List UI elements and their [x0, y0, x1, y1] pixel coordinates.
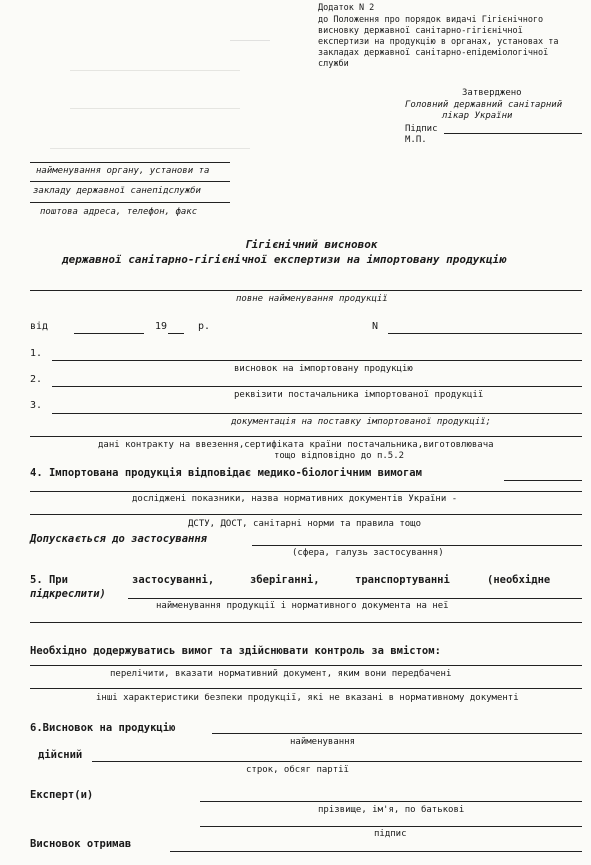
item-5-caption: найменування продукції і нормативного документа на неї: [156, 601, 449, 611]
date-from-label: від: [30, 321, 49, 332]
approver-title-2: лікар України: [442, 111, 513, 121]
product-name-caption: повне найменування продукції: [236, 294, 388, 304]
item-3-caption: документація на поставку імпортованої продукції;: [231, 417, 492, 427]
item-5-line-2: [30, 622, 582, 623]
item-3-caption-3: тощо відповідно до п.5.2: [274, 451, 405, 461]
item-6-line: [212, 733, 582, 734]
product-name-line: [30, 290, 582, 291]
item-5-option-use: застосуванні,: [132, 574, 215, 586]
year-line: [168, 333, 184, 334]
number-line: [388, 333, 582, 334]
year-suffix: р.: [198, 321, 211, 332]
item-6-caption: найменування: [290, 737, 356, 747]
appendix-number: Додаток N 2: [318, 3, 375, 13]
signature-line: [444, 133, 582, 134]
requirements-line: [30, 665, 582, 666]
appendix-line-6: служби: [318, 59, 349, 69]
date-line: [74, 333, 144, 334]
approver-title-1: Головний державний санітарний: [405, 100, 563, 110]
admitted-line: [252, 545, 582, 546]
expert-label: Експерт(и): [30, 789, 94, 801]
requirements-caption-1: перелічити, вказати нормативний документ, яким вони передбачені: [110, 669, 452, 679]
item-3-number: 3.: [30, 400, 43, 411]
item-5-option-transport: транспортуванні: [355, 574, 450, 586]
item-5-option-storage: зберіганні,: [250, 574, 320, 586]
issuer-name-label-2: закладу державної санепідслужби: [33, 186, 201, 196]
item-4-heading: 4. Імпортована продукція відповідає медико-біологічним вимогам: [30, 467, 422, 479]
signature-label: Підпис: [405, 124, 438, 134]
expert-line: [200, 801, 582, 802]
document-title: Гігієнічний висновок: [245, 238, 378, 251]
item-4-line: [30, 491, 582, 492]
item-3-line-2: [30, 436, 582, 437]
signature-caption: підпис: [374, 829, 407, 839]
item-4-line-end: [504, 480, 582, 481]
requirements-heading: Необхідно додержуватись вимог та здійснювати контроль за вмістом:: [30, 645, 441, 657]
valid-caption: строк, обсяг партії: [246, 765, 349, 775]
show-through-text: [40, 40, 280, 180]
item-5-line: [128, 598, 582, 599]
approved-label: Затверджено: [462, 88, 522, 98]
issuer-name-line: [30, 162, 230, 163]
item-1-number: 1.: [30, 348, 43, 359]
item-5-heading: 5. При: [30, 574, 68, 586]
issuer-address-label: поштова адреса, телефон, факс: [40, 207, 198, 217]
item-6-heading: 6.Висновок на продукцію: [30, 722, 176, 734]
admitted-caption: (сфера, галузь застосування): [292, 548, 444, 558]
received-label: Висновок отримав: [30, 838, 132, 850]
number-label: N: [372, 321, 379, 332]
appendix-line-5: закладах державної санітарно-епідеміологічної: [318, 48, 549, 58]
item-1-caption: висновок на імпортовану продукцію: [234, 364, 413, 374]
item-2-line: [52, 386, 582, 387]
issuer-name-line-2: [30, 181, 230, 182]
issuer-name-label-1: найменування органу, установи та: [36, 166, 210, 176]
item-1-line: [52, 360, 582, 361]
appendix-line-3: висновку державної санітарно-гігієнічної: [318, 26, 523, 36]
item-2-number: 2.: [30, 374, 43, 385]
expert-signature-line: [200, 826, 582, 827]
item-4-caption-1: досліджені показники, назва нормативних документів України -: [132, 494, 458, 504]
seal-label: М.П.: [405, 135, 427, 145]
valid-label: дійсний: [38, 749, 83, 761]
item-3-line: [52, 413, 582, 414]
item-3-caption-2: дані контракту на ввезення,сертифіката країни постачальника,виготовлювача: [98, 440, 494, 450]
year-prefix: 19: [155, 321, 168, 332]
requirements-line-2: [30, 688, 582, 689]
item-5-note: (необхідне: [487, 574, 551, 586]
appendix-line-2: до Положення про порядок видачі Гігієнічного: [318, 15, 544, 25]
item-5-underline-note: підкреслити): [30, 588, 106, 600]
item-4-line-2: [30, 514, 582, 515]
received-line: [170, 851, 582, 852]
expert-caption: прізвище, ім'я, по батькові: [318, 805, 465, 815]
admitted-label: Допускається до застосування: [30, 533, 208, 545]
issuer-address-line: [30, 202, 230, 203]
item-2-caption: реквізити постачальника імпортованої продукції: [234, 390, 484, 400]
item-4-caption-2: ДСТУ, ДОСТ, санітарні норми та правила тощо: [188, 519, 421, 529]
document-subtitle: державної санітарно-гігієнічної експертизи на імпортовану продукцію: [62, 253, 506, 266]
appendix-line-4: експертизи на продукцію в органах, установах та: [318, 37, 559, 47]
valid-line: [92, 761, 582, 762]
requirements-caption-2: інші характеристики безпеки продукції, які не вказані в нормативному документі: [96, 693, 519, 703]
